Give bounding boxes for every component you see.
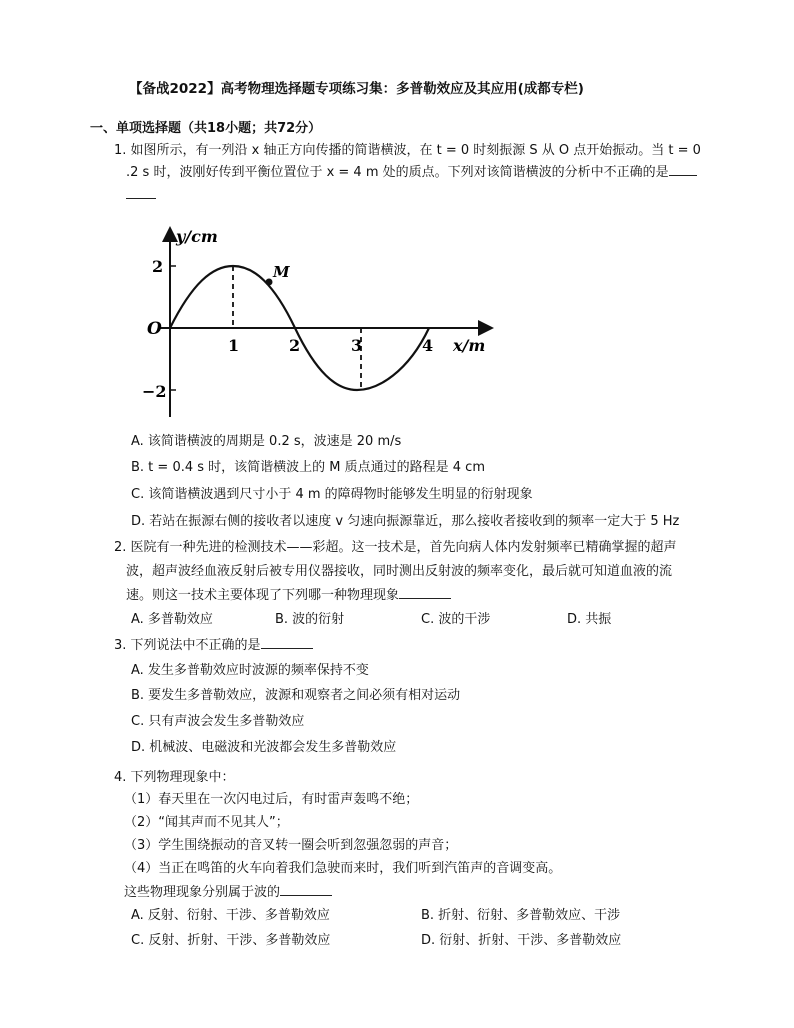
answer-blank-continuation — [126, 186, 156, 199]
answer-blank — [280, 883, 332, 896]
wave-graph — [130, 222, 510, 422]
question-4-item-3: （3）学生围绕振动的音叉转一圈会听到忽强忽弱的声音； — [124, 838, 458, 853]
x-tick-label-3: 3 — [351, 336, 363, 355]
question-2-stem-line-1: 2. 医院有一种先进的检测技术——彩超。这一技术是，首先向病人体内发射频率已精确掌握的超声 — [114, 540, 677, 555]
question-2-option-d[interactable]: D. 共振 — [567, 612, 612, 627]
question-1-stem-line-2 — [126, 163, 697, 183]
point-m-label: M — [273, 263, 290, 281]
document-title: 【备战2022】高考物理选择题专项练习集：多普勒效应及其应用(成都专栏) — [129, 81, 584, 97]
question-4-option-c[interactable]: C. 反射、折射、干涉、多普勒效应 — [131, 933, 331, 948]
question-1-stem-text: .2 s 时，波刚好传到平衡位置位于 x = 4 m 处的质点。下列对该简谐横波的分析中不正确的是 — [126, 165, 669, 180]
question-4-option-a[interactable]: A. 反射、衍射、干涉、多普勒效应 — [131, 908, 330, 923]
section-heading: 一、单项选择题（共18小题；共72分） — [90, 121, 322, 136]
y-tick-label-neg2: −2 — [142, 382, 167, 401]
y-axis-label: y/cm — [176, 227, 218, 246]
x-tick-label-4: 4 — [422, 336, 434, 355]
question-4-item-4: （4）当正在鸣笛的火车向着我们急驶而来时，我们听到汽笛声的音调变高。 — [124, 861, 562, 876]
question-3-option-b[interactable]: B. 要发生多普勒效应，波源和观察者之间必须有相对运动 — [131, 688, 461, 703]
question-4-tail — [124, 883, 332, 903]
question-1-option-c[interactable]: C. 该简谐横波遇到尺寸小于 4 m 的障碍物时能够发生明显的衍射现象 — [131, 487, 533, 502]
question-1-option-b[interactable]: B. t = 0.4 s 时，该简谐横波上的 M 质点通过的路程是 4 cm — [131, 460, 485, 475]
question-4-tail-text: 这些物理现象分别属于波的 — [124, 885, 281, 900]
x-tick-label-1: 1 — [228, 336, 240, 355]
x-tick-label-2: 2 — [289, 336, 301, 355]
question-4-option-b[interactable]: B. 折射、衍射、多普勒效应、干涉 — [421, 908, 621, 923]
question-1-option-a[interactable]: A. 该简谐横波的周期是 0.2 s，波速是 20 m/s — [131, 434, 402, 449]
answer-blank — [261, 636, 313, 649]
question-1-option-d[interactable]: D. 若站在振源右侧的接收者以速度 v 匀速向振源靠近，那么接收者接收到的频率一定大于 5 Hz — [131, 514, 680, 529]
question-3-option-a[interactable]: A. 发生多普勒效应时波源的频率保持不变 — [131, 663, 369, 678]
question-2-stem-line-3 — [126, 586, 451, 606]
question-2-stem-text: 速。则这一技术主要体现了下列哪一种物理现象 — [126, 588, 400, 603]
question-3-stem-text: 3. 下列说法中不正确的是 — [114, 638, 261, 653]
question-2-option-c[interactable]: C. 波的干涉 — [421, 612, 491, 627]
question-4-item-2: （2）“闻其声而不见其人”； — [124, 815, 289, 830]
point-m — [266, 279, 273, 286]
answer-blank — [669, 163, 697, 176]
y-tick-label-2: 2 — [152, 257, 164, 276]
question-3-stem — [114, 636, 313, 656]
answer-blank — [399, 586, 451, 599]
question-3-option-c[interactable]: C. 只有声波会发生多普勒效应 — [131, 714, 305, 729]
question-1-stem-line-1: 1. 如图所示，有一列沿 x 轴正方向传播的简谐横波，在 t = 0 时刻振源 S 从 O 点开始振动。当 t = 0 — [114, 143, 701, 158]
question-3-option-d[interactable]: D. 机械波、电磁波和光波都会发生多普勒效应 — [131, 740, 397, 755]
question-4-stem: 4. 下列物理现象中： — [114, 770, 235, 785]
origin-label: O — [147, 319, 162, 339]
question-2-option-a[interactable]: A. 多普勒效应 — [131, 612, 213, 627]
question-4-option-d[interactable]: D. 衍射、折射、干涉、多普勒效应 — [421, 933, 622, 948]
question-4-item-1: （1）春天里在一次闪电过后，有时雷声轰鸣不绝； — [124, 792, 419, 807]
x-axis-label: x/m — [453, 336, 486, 355]
question-2-stem-line-2: 波，超声波经血液反射后被专用仪器接收，同时测出反射波的频率变化，最后就可知道血液的流 — [126, 564, 673, 579]
question-2-option-b[interactable]: B. 波的衍射 — [275, 612, 345, 627]
